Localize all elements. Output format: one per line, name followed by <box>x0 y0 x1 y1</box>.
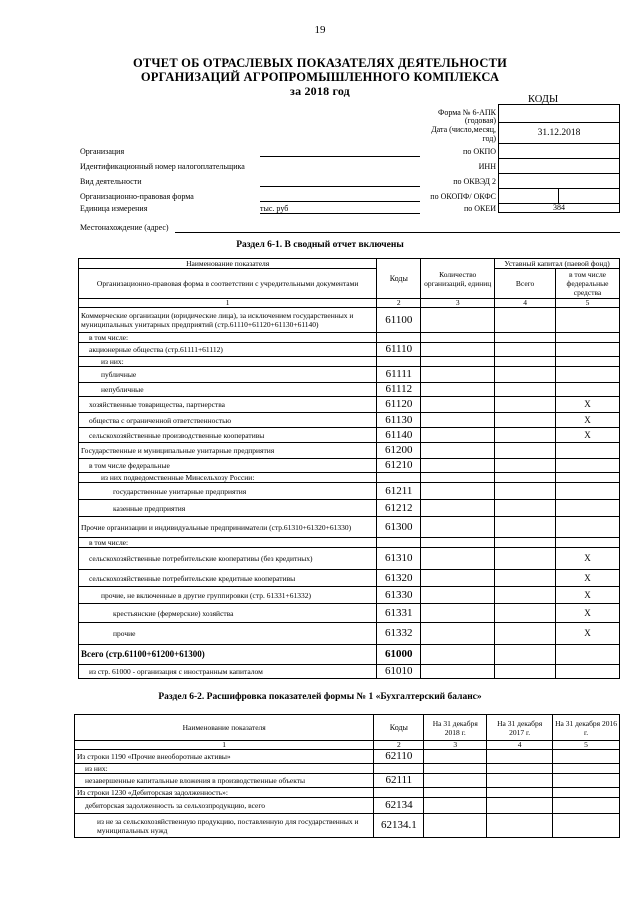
s2-row-d2 <box>487 798 553 814</box>
s2-row-d1 <box>424 814 487 838</box>
s1-row-federal: X <box>556 397 620 413</box>
s1-row-name: в том числе федеральные <box>79 459 377 473</box>
s2-row <box>75 798 620 814</box>
s1-row-federal <box>556 343 620 357</box>
s1-row-federal: X <box>556 428 620 443</box>
s1-row-count <box>421 357 495 367</box>
s1-row-code <box>377 473 421 483</box>
s2-row-code <box>374 788 424 798</box>
s2-row-code: 62134.1 <box>374 814 424 838</box>
s1-row-code: 61320 <box>377 570 421 587</box>
s1-row <box>79 397 620 413</box>
s1-row-count <box>421 343 495 357</box>
s1-row-federal: X <box>556 570 620 587</box>
s1-row-name: публичные <box>79 367 377 383</box>
s1-row-code: 61330 <box>377 587 421 604</box>
s1-row-total <box>495 413 556 428</box>
s2-row-d3 <box>553 814 620 838</box>
form-code-box <box>498 104 620 123</box>
s1-row-federal: X <box>556 587 620 604</box>
s1-row-name: акционерные общества (стр.61111+61112) <box>79 343 377 357</box>
date-label-2: год) <box>482 134 496 143</box>
s1-row-total <box>495 517 556 538</box>
s1-row-count <box>421 459 495 473</box>
s1-row-federal <box>556 517 620 538</box>
s2-h-code: Коды <box>374 715 424 741</box>
s2-colnum-3: 3 <box>424 741 487 750</box>
s1-row-total <box>495 428 556 443</box>
okved-label: по ОКВЭД 2 <box>453 177 496 186</box>
s2-row <box>75 774 620 788</box>
s1-row-count <box>421 483 495 500</box>
report-title-line1: ОТЧЕТ ОБ ОТРАСЛЕВЫХ ПОКАЗАТЕЛЯХ ДЕЯТЕЛЬНОСТИ <box>132 56 508 70</box>
s2-row-code: 62111 <box>374 774 424 788</box>
s1-row-federal <box>556 357 620 367</box>
address-line <box>175 232 620 233</box>
s2-row <box>75 788 620 798</box>
form-name: Форма № 6-АПК <box>438 108 496 117</box>
date-value: 31.12.2018 <box>498 122 620 144</box>
s1-row <box>79 517 620 538</box>
unit-value: тыс. руб <box>260 204 420 214</box>
s1-row-total <box>495 604 556 623</box>
s1-row-total <box>495 357 556 367</box>
s1-row-name: сельскохозяйственные производственные кооперативы <box>79 428 377 443</box>
s1-row-total <box>495 645 556 665</box>
s2-row-code <box>374 764 424 774</box>
s1-row-count <box>421 645 495 665</box>
activity-label: Вид деятельности <box>80 177 142 186</box>
s2-row-name: из не за сельскохозяйственную продукцию, поставленную для государственных и муниципальных нужд <box>75 814 374 838</box>
s2-row-d3 <box>553 774 620 788</box>
s1-row-federal <box>556 500 620 517</box>
s1-row-count <box>421 473 495 483</box>
s1-row-federal <box>556 665 620 679</box>
s1-row <box>79 383 620 397</box>
s1-row-total <box>495 548 556 570</box>
s2-row-name: Из строки 1230 «Дебиторская задолженность»: <box>75 788 374 798</box>
s1-row-count <box>421 538 495 548</box>
s1-row-count <box>421 665 495 679</box>
s2-h-name: Наименование показателя <box>75 715 374 741</box>
s2-row-code: 62110 <box>374 750 424 764</box>
s1-row-code: 61130 <box>377 413 421 428</box>
s1-row <box>79 428 620 443</box>
s2-row-d1 <box>424 774 487 788</box>
s2-colnum-4: 4 <box>487 741 553 750</box>
s1-row-code: 61211 <box>377 483 421 500</box>
section2-table <box>74 714 620 838</box>
s1-row-name: Государственные и муниципальные унитарные предприятия <box>79 443 377 459</box>
s1-row-name: прочие <box>79 623 377 645</box>
s1-h-name-sub: Организационно-правовая форма в соответствии с учредительными документами <box>79 269 377 299</box>
s1-row-count <box>421 548 495 570</box>
s1-row-federal <box>556 538 620 548</box>
okfs-code-box <box>558 188 620 204</box>
s1-row-code: 61120 <box>377 397 421 413</box>
s1-h-count: Количество организаций, единиц <box>421 259 495 299</box>
s1-row-name: из них подведомственные Минсельхозу России: <box>79 473 377 483</box>
page-number: 19 <box>314 24 326 36</box>
s1-row <box>79 357 620 367</box>
s1-row-federal <box>556 483 620 500</box>
s1-h-federal: в том числе федеральные средства <box>556 269 620 299</box>
s2-row <box>75 764 620 774</box>
okpo-code-box <box>498 143 620 159</box>
s1-row-name: прочие, не включенные в другие группировки (стр. 61331+61332) <box>79 587 377 604</box>
s1-h-capital: Уставный капитал (паевой фонд) <box>495 259 620 269</box>
s1-row-code: 61200 <box>377 443 421 459</box>
s2-row-name: из них: <box>75 764 374 774</box>
s1-row <box>79 587 620 604</box>
s1-colnum-2: 2 <box>377 299 421 308</box>
inn-field-label: Идентификационный номер налогоплательщика <box>80 162 245 171</box>
s1-colnum-5: 5 <box>556 299 620 308</box>
s1-row-code: 61112 <box>377 383 421 397</box>
s2-h-d1: На 31 декабря 2018 г. <box>424 715 487 741</box>
s1-row-federal <box>556 645 620 665</box>
s2-h-d3: На 31 декабря 2016 г. <box>553 715 620 741</box>
s2-row-code: 62134 <box>374 798 424 814</box>
s1-row-count <box>421 623 495 645</box>
s2-row-d2 <box>487 750 553 764</box>
s1-row-name: из стр. 61000 - организация с иностранным капиталом <box>79 665 377 679</box>
s1-row-code: 61331 <box>377 604 421 623</box>
s2-row-d1 <box>424 788 487 798</box>
s1-row <box>79 333 620 343</box>
report-title-line2: ОРГАНИЗАЦИЙ АГРОПРОМЫШЛЕННОГО КОМПЛЕКСА <box>140 70 500 84</box>
organization-label: Организация <box>80 147 125 156</box>
s1-row-code: 61000 <box>377 645 421 665</box>
s1-row-count <box>421 500 495 517</box>
s1-row-code: 61300 <box>377 517 421 538</box>
s1-row-count <box>421 333 495 343</box>
s1-row-total <box>495 473 556 483</box>
s1-row-code <box>377 357 421 367</box>
s1-row-federal: X <box>556 413 620 428</box>
s2-h-d2: На 31 декабря 2017 г. <box>487 715 553 741</box>
s1-row-count <box>421 397 495 413</box>
s1-row <box>79 604 620 623</box>
s1-h-total: Всего <box>495 269 556 299</box>
s1-row-total <box>495 623 556 645</box>
s2-row-d1 <box>424 750 487 764</box>
s1-row-total <box>495 483 556 500</box>
s1-row-code: 61010 <box>377 665 421 679</box>
s2-row-d2 <box>487 814 553 838</box>
s1-row-total <box>495 459 556 473</box>
s1-row-federal <box>556 383 620 397</box>
section1-title: Раздел 6-1. В сводный отчет включены <box>236 240 404 250</box>
okei-value: 384 <box>498 203 620 213</box>
s1-row-federal <box>556 308 620 333</box>
s1-row-total <box>495 587 556 604</box>
report-period: за 2018 год <box>290 84 350 98</box>
inn-code-box <box>498 158 620 174</box>
s1-row-total <box>495 308 556 333</box>
s1-row-code: 61210 <box>377 459 421 473</box>
s2-row-name: незавершенные капитальные вложения в производственные объекты <box>75 774 374 788</box>
s1-row-code: 61100 <box>377 308 421 333</box>
s1-row-code <box>377 538 421 548</box>
s1-row-name: Прочие организации и индивидуальные предприниматели (стр.61310+61320+61330) <box>79 517 377 538</box>
s1-row <box>79 623 620 645</box>
s1-row-total <box>495 333 556 343</box>
date-label: Дата (число,месяц, <box>431 125 496 134</box>
s1-row <box>79 483 620 500</box>
s1-row <box>79 459 620 473</box>
s1-row-name: общества с ограниченной ответственностью <box>79 413 377 428</box>
s1-row-code: 61310 <box>377 548 421 570</box>
s1-row <box>79 343 620 357</box>
s1-h-name: Наименование показателя <box>79 259 377 269</box>
s1-row-name: непубличные <box>79 383 377 397</box>
s1-colnum-1: 1 <box>79 299 377 308</box>
address-label: Местонахождение (адрес) <box>80 223 169 232</box>
inn-label: ИНН <box>478 162 496 171</box>
okpo-label: по ОКПО <box>463 147 496 156</box>
section2-title: Раздел 6-2. Расшифровка показателей формы № 1 «Бухгалтерский баланс» <box>158 692 482 702</box>
unit-label: Единица измерения <box>80 204 148 213</box>
s1-row-total <box>495 443 556 459</box>
s1-row-total <box>495 570 556 587</box>
s1-row-name: сельскохозяйственные потребительские кредитные кооперативы <box>79 570 377 587</box>
s1-row-count <box>421 413 495 428</box>
s1-row-federal <box>556 459 620 473</box>
s1-row-count <box>421 587 495 604</box>
legal-form-label: Организационно-правовая форма <box>80 192 194 201</box>
s1-h-code: Коды <box>377 259 421 299</box>
s1-row-name: государственные унитарные предприятия <box>79 483 377 500</box>
s1-colnum-3: 3 <box>421 299 495 308</box>
section1-table <box>78 258 620 679</box>
s1-row-total <box>495 500 556 517</box>
organization-line <box>260 156 420 157</box>
s2-row-d3 <box>553 750 620 764</box>
s1-row-total <box>495 367 556 383</box>
s1-row-federal: X <box>556 623 620 645</box>
s2-row-name: дебиторская задолженность за сельхозпродукцию, всего <box>75 798 374 814</box>
s1-row-count <box>421 443 495 459</box>
s1-row <box>79 538 620 548</box>
s2-row <box>75 750 620 764</box>
s1-row-code: 61110 <box>377 343 421 357</box>
s1-row <box>79 500 620 517</box>
s1-row-count <box>421 570 495 587</box>
s1-row-code: 61332 <box>377 623 421 645</box>
s1-row-federal <box>556 443 620 459</box>
s1-row-federal: X <box>556 548 620 570</box>
s1-row-total <box>495 343 556 357</box>
s1-row-name: хозяйственные товарищества, партнерства <box>79 397 377 413</box>
s1-row-federal <box>556 333 620 343</box>
s2-row-d3 <box>553 798 620 814</box>
s2-colnum-2: 2 <box>374 741 424 750</box>
s1-row-federal <box>556 367 620 383</box>
s1-row-name: Всего (стр.61100+61200+61300) <box>79 645 377 665</box>
s1-row-count <box>421 383 495 397</box>
s2-row-d2 <box>487 788 553 798</box>
s2-row-d2 <box>487 774 553 788</box>
s1-row-count <box>421 367 495 383</box>
s1-row-federal: X <box>556 604 620 623</box>
okopf-label: по ОКОПФ/ ОКФС <box>430 192 496 201</box>
s1-row-total <box>495 397 556 413</box>
s1-row <box>79 570 620 587</box>
s2-colnum-1: 1 <box>75 741 374 750</box>
s1-row-name: крестьянские (фермерские) хозяйства <box>79 604 377 623</box>
s2-row-name: Из строки 1190 «Прочие внеоборотные активы» <box>75 750 374 764</box>
s1-row <box>79 665 620 679</box>
s2-colnum-5: 5 <box>553 741 620 750</box>
s2-row <box>75 814 620 838</box>
s1-row-name: сельскохозяйственные потребительские кооперативы (без кредитных) <box>79 548 377 570</box>
s1-row <box>79 473 620 483</box>
okopf-code-box <box>498 188 559 204</box>
s1-row-count <box>421 517 495 538</box>
s2-row-d2 <box>487 764 553 774</box>
s1-row-code <box>377 333 421 343</box>
codes-label: КОДЫ <box>528 94 559 105</box>
okei-label: по ОКЕИ <box>463 204 496 213</box>
s1-row-name: из них: <box>79 357 377 367</box>
s1-row <box>79 308 620 333</box>
s1-row-count <box>421 604 495 623</box>
s1-row-code: 61111 <box>377 367 421 383</box>
s1-row-name: в том числе: <box>79 538 377 548</box>
s1-row <box>79 367 620 383</box>
s1-colnum-4: 4 <box>495 299 556 308</box>
s2-row-d1 <box>424 798 487 814</box>
legal-form-line <box>260 201 420 202</box>
activity-line <box>260 186 420 187</box>
s1-row <box>79 645 620 665</box>
s1-row <box>79 443 620 459</box>
s1-row-federal <box>556 473 620 483</box>
s1-row-count <box>421 428 495 443</box>
s2-row-d1 <box>424 764 487 774</box>
s1-row-total <box>495 538 556 548</box>
s1-row-code: 61212 <box>377 500 421 517</box>
s2-row-d3 <box>553 764 620 774</box>
s1-row-name: в том числе: <box>79 333 377 343</box>
okved-code-box <box>498 173 620 189</box>
s2-row-d3 <box>553 788 620 798</box>
s1-row-count <box>421 308 495 333</box>
s1-row <box>79 548 620 570</box>
s1-row-name: казенные предприятия <box>79 500 377 517</box>
s1-row-name: Коммерческие организации (юридические лица), за исключением государственных и муниципальных унитарных предприятий (стр.61110+61120+61130+61140) <box>79 308 377 333</box>
s1-row <box>79 413 620 428</box>
form-period-type: (годовая) <box>464 116 496 125</box>
s1-row-code: 61140 <box>377 428 421 443</box>
s1-row-total <box>495 383 556 397</box>
s1-row-total <box>495 665 556 679</box>
